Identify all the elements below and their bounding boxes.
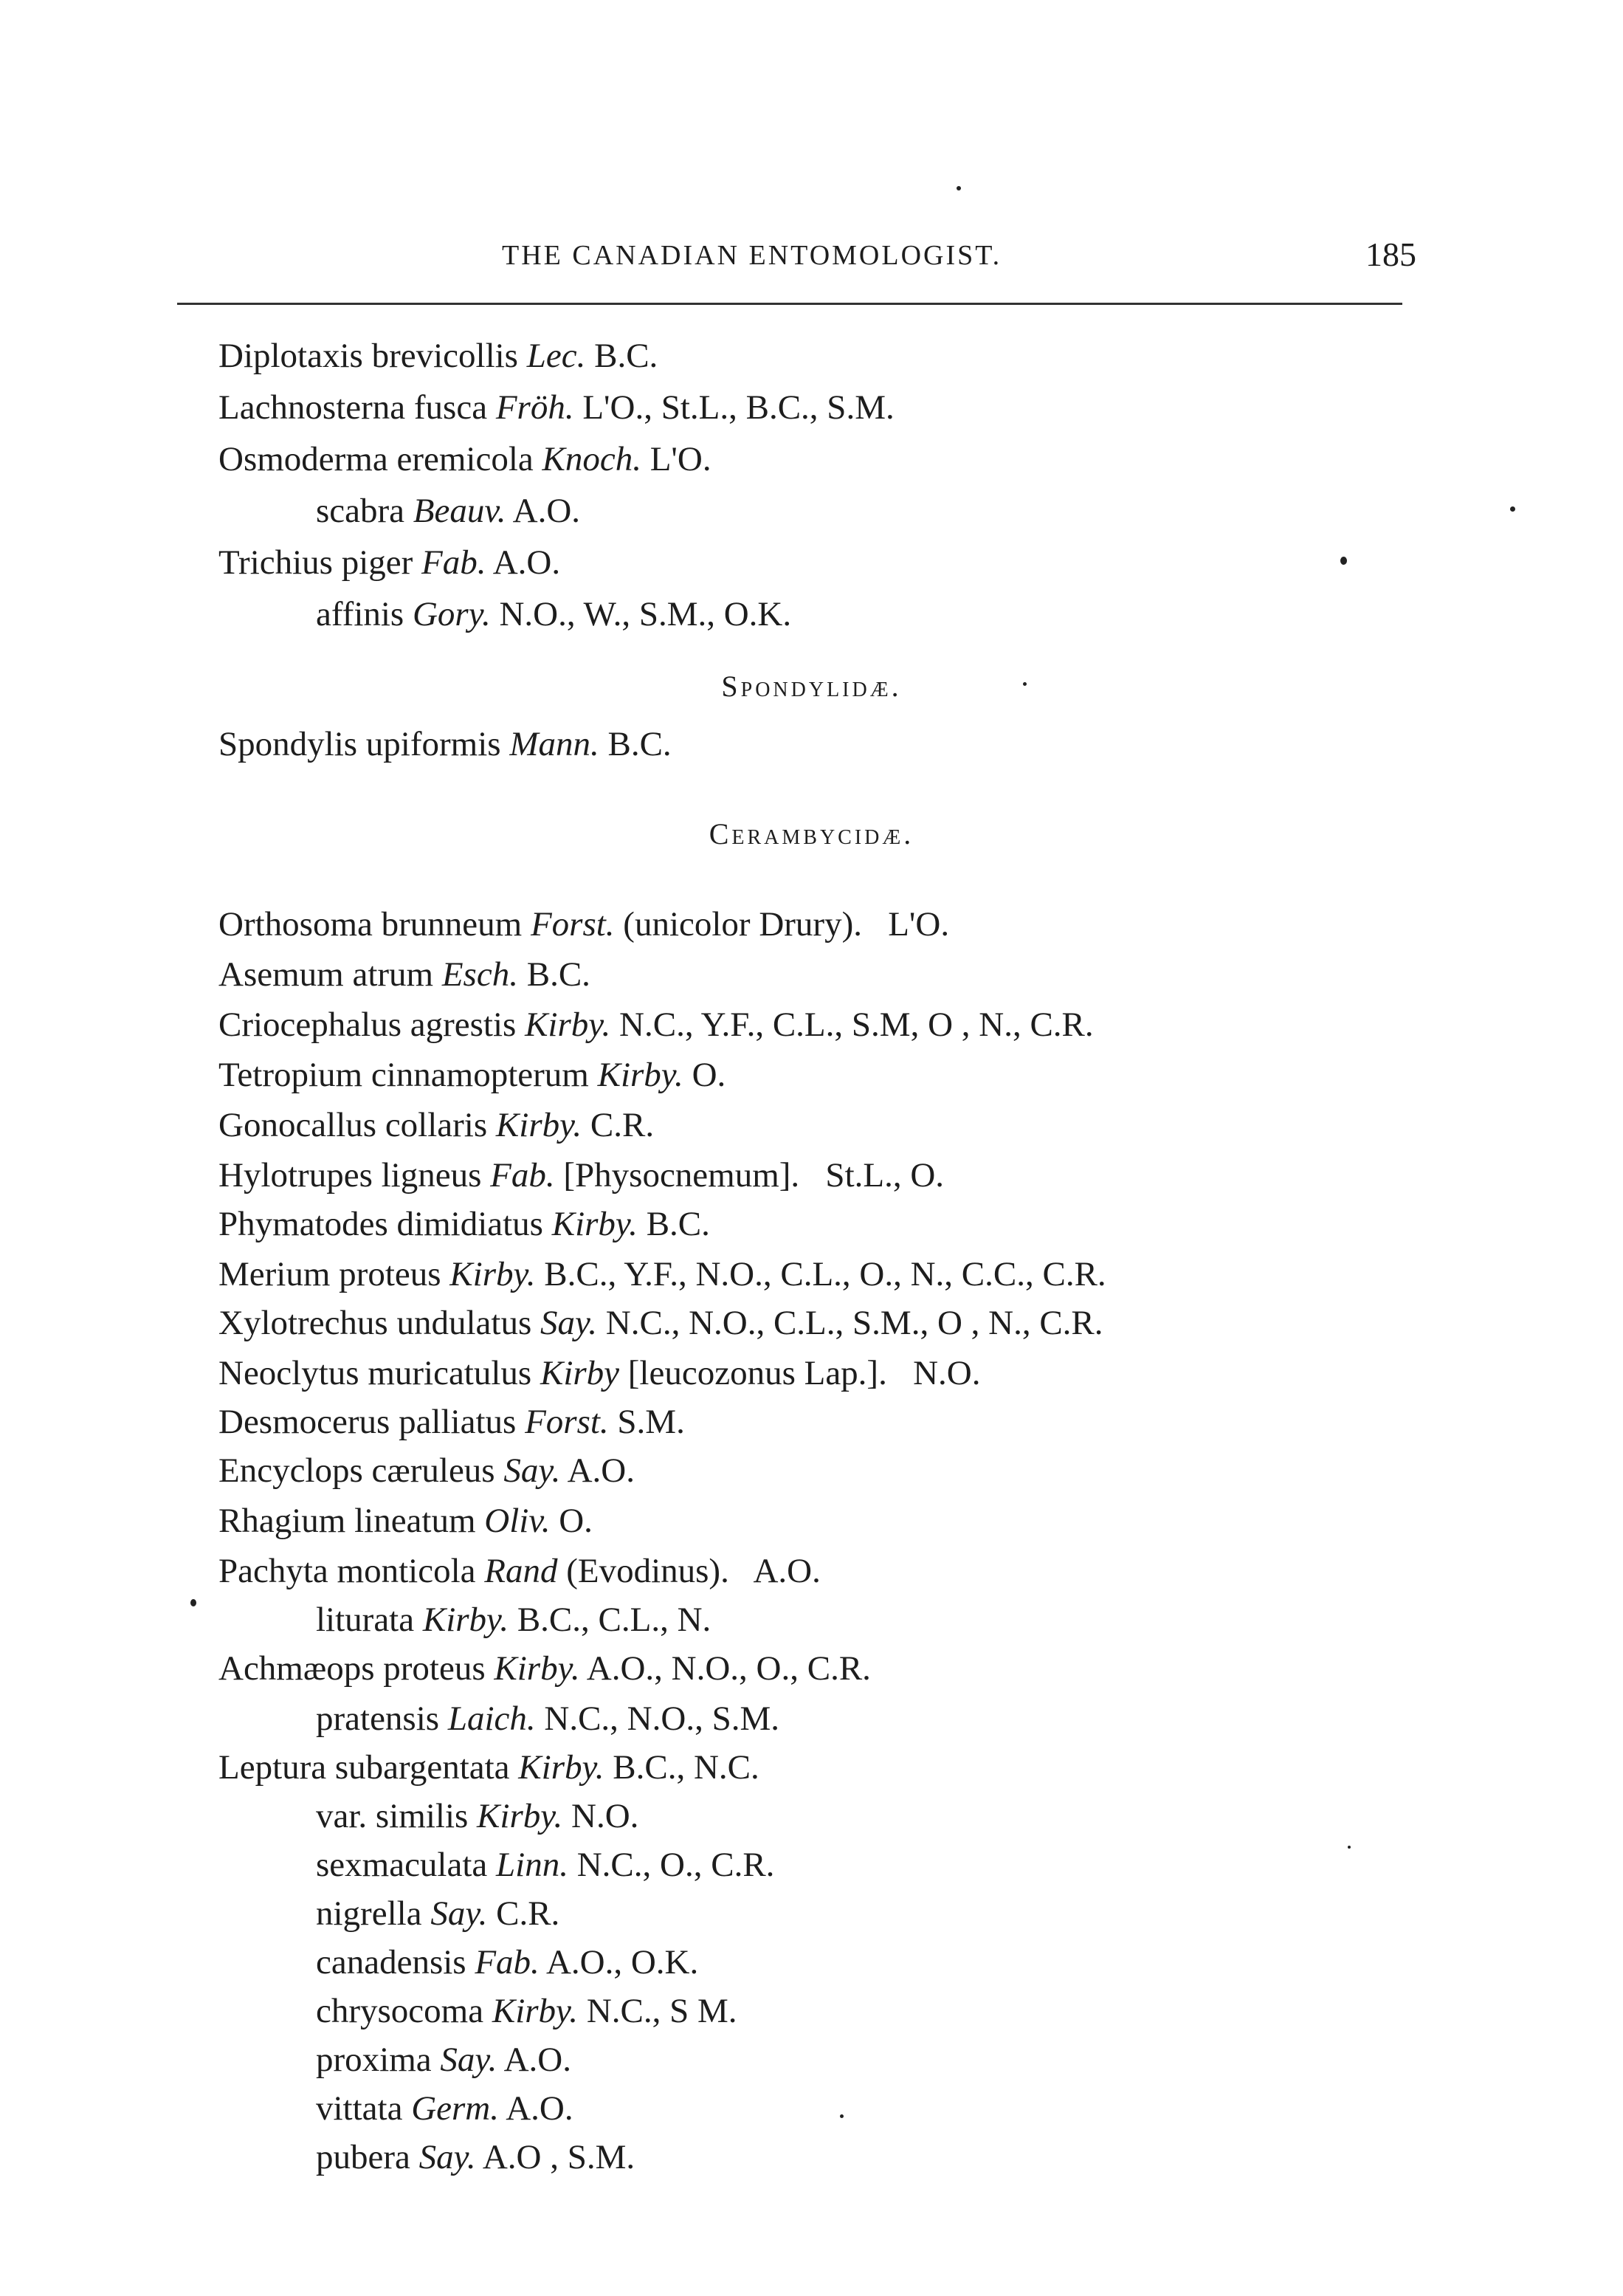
running-title: THE CANADIAN ENTOMOLOGIST. (502, 240, 1002, 271)
species-name: Tetropium cinnamopterum (218, 1056, 589, 1094)
species-authority: Say. (540, 1304, 598, 1342)
species-entry (218, 1252, 1106, 1296)
species-entry (316, 1697, 779, 1741)
species-authority: Kirby. (449, 1255, 536, 1293)
species-entry (218, 1646, 871, 1691)
species-localities: [Physocnemum]. St.L., O. (563, 1156, 945, 1195)
species-localities: [leucozonus Lap.]. N.O. (627, 1354, 981, 1392)
species-name: pratensis (316, 1699, 440, 1738)
species-authority: Kirby (540, 1354, 620, 1392)
species-authority: Kirby. (495, 1106, 582, 1144)
species-localities: B.C., Y.F., N.O., C.L., O., N., C.C., C.R. (544, 1255, 1106, 1293)
print-speck (1510, 506, 1515, 512)
print-speck (190, 1599, 196, 1606)
species-entry (218, 1499, 593, 1543)
species-authority: Kirby. (494, 1649, 580, 1688)
species-authority: Forst. (525, 1403, 609, 1441)
species-name: Gonocallus collaris (218, 1106, 488, 1144)
species-authority: Fab. (421, 543, 486, 582)
species-localities: O. (692, 1056, 726, 1094)
species-entry (218, 540, 560, 585)
species-name: sexmaculata (316, 1846, 488, 1884)
species-entry (218, 902, 949, 946)
species-name: Hylotrupes ligneus (218, 1156, 482, 1195)
species-localities: A.O. (567, 1451, 635, 1490)
section-heading: Cerambycidæ. (709, 817, 914, 850)
species-authority: Kirby. (551, 1205, 638, 1243)
species-authority: Kirby. (597, 1056, 683, 1094)
species-name: Phymatodes dimidiatus (218, 1205, 543, 1243)
species-entry (316, 2086, 573, 2131)
species-authority: Germ. (411, 2089, 500, 2128)
species-entry (218, 334, 658, 378)
species-authority: Laich. (447, 1699, 536, 1738)
species-localities: C.R. (590, 1106, 655, 1144)
species-entry (316, 2135, 635, 2179)
species-name: Criocephalus agrestis (218, 1006, 517, 1044)
species-entry (218, 1448, 635, 1493)
species-entry (316, 1940, 698, 1984)
species-entry (316, 1598, 711, 1642)
page-number: 185 (1365, 236, 1416, 273)
species-name: Achmæops proteus (218, 1649, 486, 1688)
species-authority: Say. (440, 2041, 497, 2079)
species-entry (218, 1549, 821, 1593)
species-authority: Kirby. (525, 1006, 611, 1044)
print-speck (1348, 1846, 1351, 1849)
species-authority: Kirby. (422, 1601, 509, 1639)
species-localities: N.C., Y.F., C.L., S.M, O , N., C.R. (619, 1006, 1094, 1044)
species-name: liturata (316, 1601, 415, 1639)
print-speck (1023, 682, 1027, 686)
species-entry (316, 1891, 559, 1936)
species-entry (316, 592, 791, 636)
species-localities: A.O. (492, 543, 561, 582)
species-name: Osmoderma eremicola (218, 440, 534, 478)
species-name: Lachnosterna fusca (218, 388, 488, 427)
species-name: Asemum atrum (218, 955, 434, 994)
species-name: Spondylis upiformis (218, 725, 501, 763)
species-name: canadensis (316, 1943, 466, 1981)
species-name: Neoclytus muricatulus (218, 1354, 532, 1392)
species-authority: Mann. (509, 725, 599, 763)
page-header (177, 235, 1416, 279)
species-localities: B.C. (526, 955, 590, 994)
species-name: Orthosoma brunneum (218, 905, 523, 944)
species-entry (218, 1351, 980, 1395)
species-name: scabra (316, 492, 405, 530)
species-localities: B.C., C.L., N. (517, 1601, 711, 1639)
species-name: var. similis (316, 1797, 469, 1835)
species-authority: Say. (503, 1451, 561, 1490)
species-localities: A.O., N.O., O., C.R. (586, 1649, 871, 1688)
species-name: Trichius piger (218, 543, 413, 582)
species-entry (316, 1794, 638, 1838)
species-entry (218, 1103, 654, 1147)
species-authority: Say. (430, 1894, 488, 1933)
species-name: nigrella (316, 1894, 422, 1933)
species-entry (218, 1301, 1103, 1345)
species-entry (218, 1003, 1094, 1047)
species-name: Pachyta monticola (218, 1552, 476, 1590)
species-localities: (Evodinus). A.O. (566, 1552, 821, 1590)
species-localities: N.O., W., S.M., O.K. (499, 595, 792, 633)
species-authority: Rand (484, 1552, 558, 1590)
species-authority: Gory. (412, 595, 491, 633)
species-authority: Kirby. (492, 1992, 579, 2030)
species-name: Desmocerus palliatus (218, 1403, 517, 1441)
species-entry (316, 2038, 571, 2082)
species-authority: Kirby. (518, 1748, 604, 1787)
species-authority: Lec. (526, 337, 586, 375)
species-authority: Knoch. (542, 440, 641, 478)
species-authority: Kirby. (477, 1797, 563, 1835)
species-localities: O. (559, 1502, 593, 1540)
species-authority: Beauv. (413, 492, 506, 530)
species-name: Xylotrechus undulatus (218, 1304, 532, 1342)
species-name: Encyclops cæruleus (218, 1451, 495, 1490)
species-localities: L'O., St.L., B.C., S.M. (582, 388, 895, 427)
species-localities: N.O. (571, 1797, 639, 1835)
species-localities: S.M. (617, 1403, 685, 1441)
species-localities: L'O. (649, 440, 711, 478)
species-name: proxima (316, 2041, 432, 2079)
species-authority: Fröh. (495, 388, 574, 427)
species-localities: N.C., O., C.R. (576, 1846, 775, 1884)
species-name: vittata (316, 2089, 403, 2128)
species-localities: (unicolor Drury). L'O. (623, 905, 950, 944)
species-localities: N.C., N.O., S.M. (544, 1699, 779, 1738)
species-localities: A.O. (506, 2089, 573, 2128)
species-name: Leptura subargentata (218, 1748, 510, 1787)
species-entry (218, 1153, 944, 1197)
species-localities: C.R. (496, 1894, 560, 1933)
species-entry (218, 722, 672, 766)
species-name: Rhagium lineatum (218, 1502, 476, 1540)
species-name: pubera (316, 2138, 410, 2176)
species-entry (218, 1053, 726, 1097)
species-name: Diplotaxis brevicollis (218, 337, 518, 375)
species-entry (218, 952, 590, 997)
species-localities: B.C., N.C. (613, 1748, 759, 1787)
print-speck (957, 186, 961, 190)
species-entry (218, 385, 895, 430)
section-heading: Spondylidæ. (721, 670, 902, 703)
species-entry (316, 489, 580, 533)
species-entry (316, 1989, 737, 2033)
species-authority: Esch. (441, 955, 518, 994)
species-name: affinis (316, 595, 404, 633)
species-entry (218, 1202, 710, 1246)
species-localities: A.O., O.K. (545, 1943, 699, 1981)
species-entry (218, 1745, 759, 1790)
species-authority: Forst. (530, 905, 615, 944)
species-name: Merium proteus (218, 1255, 441, 1293)
species-localities: A.O. (503, 2041, 571, 2079)
species-localities: B.C. (646, 1205, 710, 1243)
species-localities: B.C. (607, 725, 672, 763)
species-authority: Fab. (490, 1156, 555, 1195)
header-rule (177, 303, 1402, 305)
species-entry (218, 437, 711, 481)
species-localities: N.C., S M. (586, 1992, 737, 2030)
species-localities: N.C., N.O., C.L., S.M., O , N., C.R. (605, 1304, 1103, 1342)
species-authority: Fab. (475, 1943, 540, 1981)
species-localities: A.O , S.M. (482, 2138, 635, 2176)
species-authority: Say. (418, 2138, 476, 2176)
species-entry (316, 1843, 774, 1887)
print-speck (840, 2114, 844, 2118)
species-name: chrysocoma (316, 1992, 484, 2030)
species-entry (218, 1400, 685, 1444)
species-localities: A.O. (512, 492, 581, 530)
species-localities: B.C. (594, 337, 658, 375)
species-authority: Linn. (496, 1846, 568, 1884)
species-authority: Oliv. (484, 1502, 551, 1540)
print-speck (1340, 557, 1347, 565)
